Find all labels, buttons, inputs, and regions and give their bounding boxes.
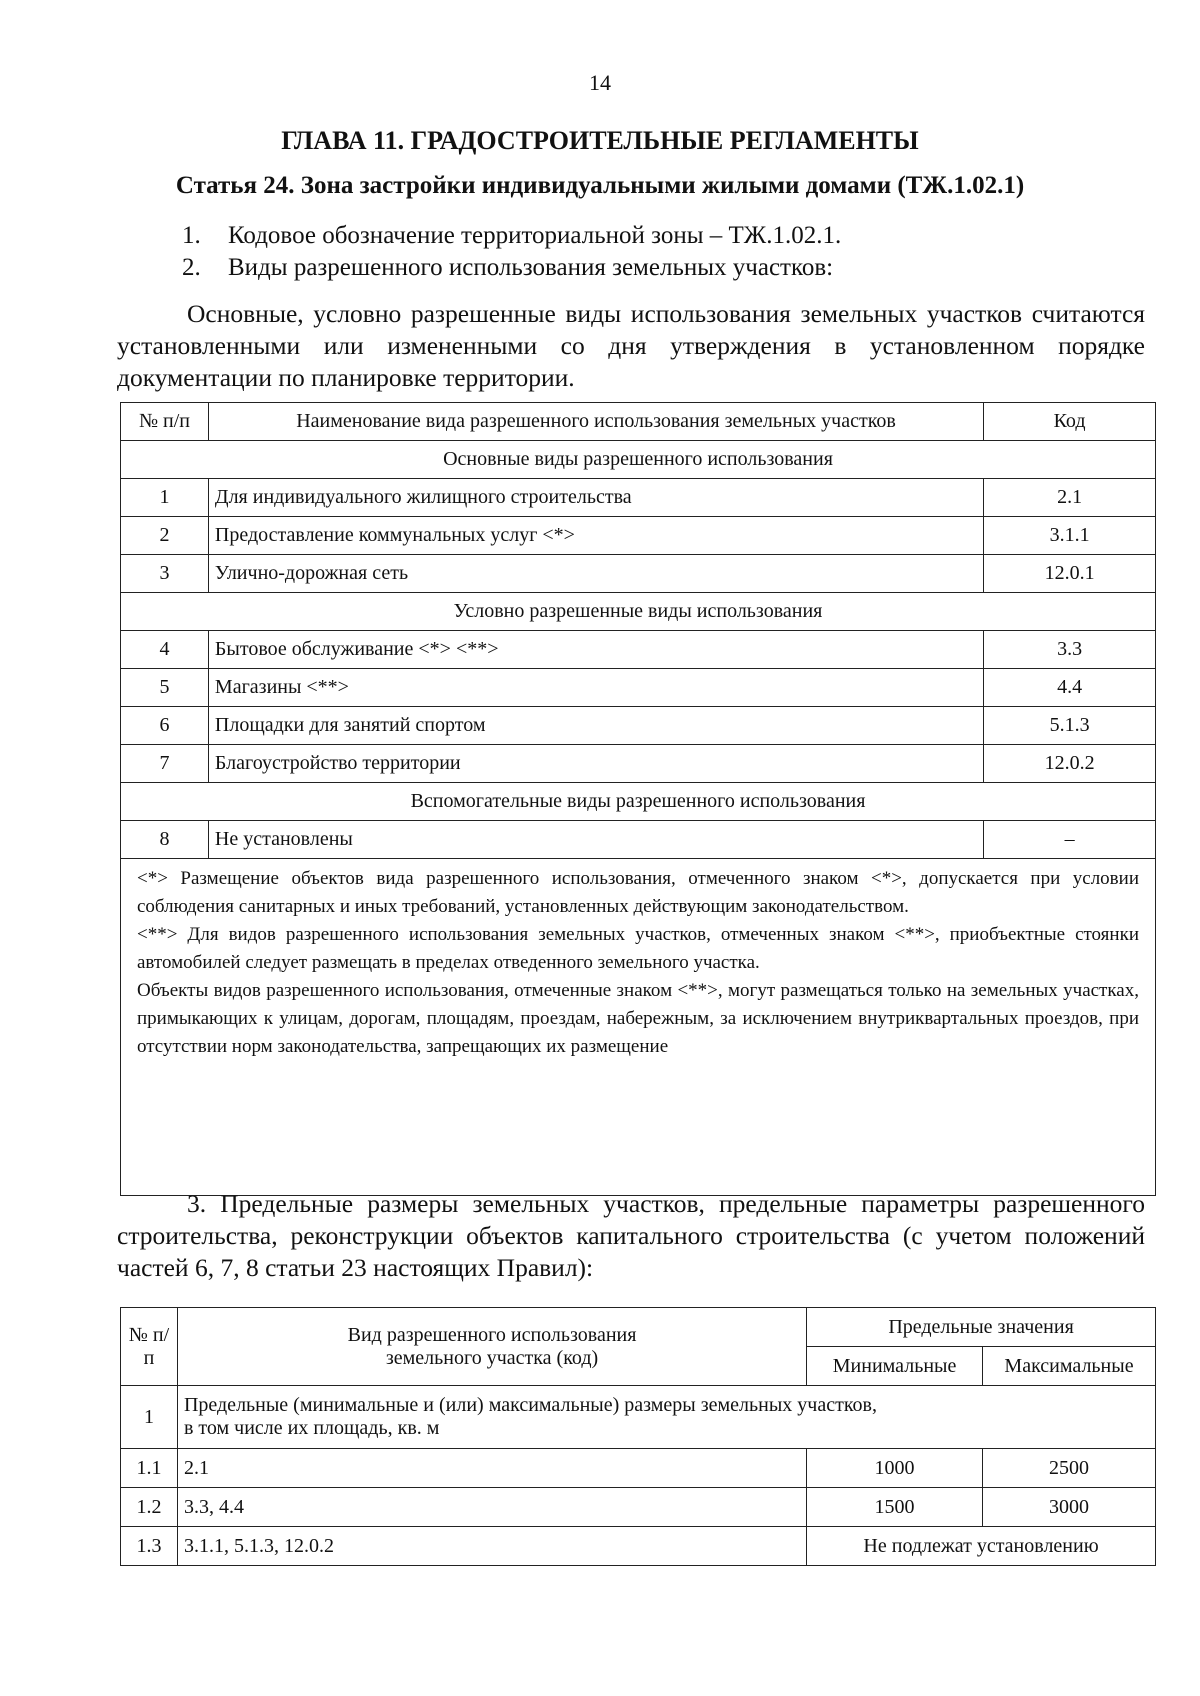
table-row bbox=[121, 555, 1156, 593]
row-code: 2.1 bbox=[984, 479, 1156, 517]
section-title: Вспомогательные виды разрешенного использования bbox=[121, 783, 1156, 821]
list-item-number: 2. bbox=[182, 254, 201, 281]
list-item-1 bbox=[182, 222, 841, 250]
row-max: 3000 bbox=[983, 1488, 1156, 1527]
row-code: 3.1.1 bbox=[984, 517, 1156, 555]
row-num: 8 bbox=[121, 821, 209, 859]
header-code: Код bbox=[984, 403, 1156, 441]
row-code: 4.4 bbox=[984, 669, 1156, 707]
header-type-line1: Вид разрешенного использования bbox=[347, 1323, 637, 1346]
section-title: Условно разрешенные виды использования bbox=[121, 593, 1156, 631]
row-code: 5.1.3 bbox=[984, 707, 1156, 745]
table-header-row bbox=[121, 403, 1156, 441]
row-num: 3 bbox=[121, 555, 209, 593]
row-code: 3.3 bbox=[984, 631, 1156, 669]
row-codes: 3.3, 4.4 bbox=[177, 1488, 806, 1527]
group-text bbox=[177, 1386, 1155, 1449]
row-num: 1.2 bbox=[121, 1488, 178, 1527]
table-header-row bbox=[121, 1308, 1156, 1347]
row-max: 2500 bbox=[983, 1449, 1156, 1488]
row-name: Магазины <**> bbox=[208, 669, 983, 707]
row-num: 7 bbox=[121, 745, 209, 783]
group-num: 1 bbox=[121, 1386, 178, 1449]
group-text-line2: в том числе их площадь, кв. м bbox=[183, 1417, 440, 1439]
row-code: – bbox=[984, 821, 1156, 859]
table-row bbox=[121, 707, 1156, 745]
table-row bbox=[121, 631, 1156, 669]
row-name: Площадки для занятий спортом bbox=[208, 707, 983, 745]
row-num: 1.3 bbox=[121, 1527, 178, 1566]
row-code: 12.0.1 bbox=[984, 555, 1156, 593]
row-code: 12.0.2 bbox=[984, 745, 1156, 783]
note-3: Объекты видов разрешенного использования, отмеченные знаком <**>, могут размещаться только на земельных участках, примыкающих к улицам, дорогам, площадям, проездам, набережным, за исключением внутриквартальных проездов, при отсутствии норм законодательства, запрещающих их размещение bbox=[137, 980, 1139, 1057]
row-name: Благоустройство территории bbox=[208, 745, 983, 783]
list-item-number: 1. bbox=[182, 222, 201, 249]
table-row bbox=[121, 669, 1156, 707]
table-row bbox=[121, 479, 1156, 517]
row-min: 1500 bbox=[807, 1488, 983, 1527]
row-name: Предоставление коммунальных услуг <*> bbox=[208, 517, 983, 555]
header-type bbox=[177, 1308, 806, 1386]
row-num: 1 bbox=[121, 479, 209, 517]
row-num: 6 bbox=[121, 707, 209, 745]
list-item-text: Кодовое обозначение территориальной зоны – ТЖ.1.02.1. bbox=[228, 222, 842, 249]
item-3-paragraph: 3. Предельные размеры земельных участков, предельные параметры разрешенного строительства, реконструкции объектов капитального строительства (с учетом положений частей 6, 7, 8 статьи 23 настоящих Правил): bbox=[117, 1189, 1145, 1282]
section-title: Основные виды разрешенного использования bbox=[121, 441, 1156, 479]
section-row bbox=[121, 783, 1156, 821]
table-row bbox=[121, 1527, 1156, 1566]
group-text-line1: Предельные (минимальные и (или) максимальные) размеры земельных участков, bbox=[183, 1394, 877, 1416]
header-num: № п/п bbox=[121, 1308, 178, 1386]
permitted-uses-table bbox=[120, 402, 1156, 1196]
table-row bbox=[121, 1488, 1156, 1527]
row-codes: 2.1 bbox=[177, 1449, 806, 1488]
table-row bbox=[121, 821, 1156, 859]
header-min: Минимальные bbox=[807, 1347, 983, 1386]
row-value-merged: Не подлежат установлению bbox=[807, 1527, 1156, 1566]
row-num: 1.1 bbox=[121, 1449, 178, 1488]
table-row bbox=[121, 1449, 1156, 1488]
intro-paragraph: Основные, условно разрешенные виды использования земельных участков считаются установленными или измененными со дня утверждения в установленном порядке документации по планировке территории. bbox=[117, 299, 1145, 392]
page-number: 14 bbox=[589, 70, 611, 95]
group-row bbox=[121, 1386, 1156, 1449]
limits-table bbox=[120, 1307, 1156, 1566]
row-name: Бытовое обслуживание <*> <**> bbox=[208, 631, 983, 669]
row-num: 5 bbox=[121, 669, 209, 707]
row-name: Улично-дорожная сеть bbox=[208, 555, 983, 593]
row-num: 2 bbox=[121, 517, 209, 555]
note-2: <**> Для видов разрешенного использования земельных участков, отмеченных знаком <**>, приобъектные стоянки автомобилей следует размещать в пределах отведенного земельного участка. bbox=[137, 924, 1139, 973]
article-title: Статья 24. Зона застройки индивидуальными жилыми домами (ТЖ.1.02.1) bbox=[175, 172, 1025, 199]
row-name: Не установлены bbox=[208, 821, 983, 859]
row-min: 1000 bbox=[807, 1449, 983, 1488]
table-row bbox=[121, 517, 1156, 555]
list-item-2 bbox=[182, 254, 833, 282]
table-row bbox=[121, 745, 1156, 783]
section-row bbox=[121, 593, 1156, 631]
header-limits: Предельные значения bbox=[807, 1308, 1156, 1347]
notes-cell bbox=[121, 859, 1156, 1196]
row-name: Для индивидуального жилищного строительства bbox=[208, 479, 983, 517]
header-type-line2: земельного участка (код) bbox=[385, 1346, 599, 1369]
chapter-title: ГЛАВА 11. ГРАДОСТРОИТЕЛЬНЫЕ РЕГЛАМЕНТЫ bbox=[281, 126, 919, 155]
header-max: Максимальные bbox=[983, 1347, 1156, 1386]
notes-row bbox=[121, 859, 1156, 1196]
header-name: Наименование вида разрешенного использования земельных участков bbox=[208, 403, 983, 441]
note-1: <*> Размещение объектов вида разрешенного использования, отмеченного знаком <*>, допускается при условии соблюдения санитарных и иных требований, установленных действующим законодательством. bbox=[137, 868, 1139, 917]
list-item-text: Виды разрешенного использования земельных участков: bbox=[228, 254, 834, 281]
section-row bbox=[121, 441, 1156, 479]
row-num: 4 bbox=[121, 631, 209, 669]
row-codes: 3.1.1, 5.1.3, 12.0.2 bbox=[177, 1527, 806, 1566]
header-num: № п/п bbox=[121, 403, 209, 441]
